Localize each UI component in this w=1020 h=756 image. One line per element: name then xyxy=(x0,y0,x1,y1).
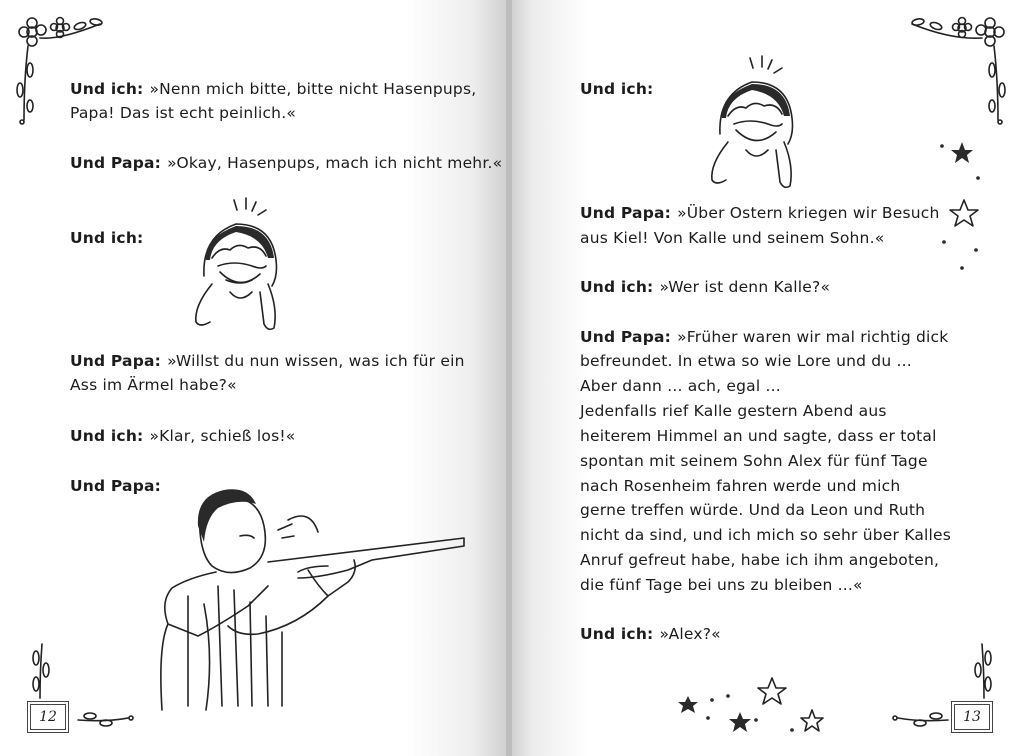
vine-icon xyxy=(890,708,950,730)
dialogue-line: Und Papa: xyxy=(70,477,162,495)
dialogue-line: nicht da sind, und ich mich so sehr über Kalles xyxy=(580,526,952,544)
dialogue-line: Und ich: »Alex?« xyxy=(580,625,721,643)
dialogue-line: Und ich: »Nenn mich bitte, bitte nicht Hasenpups, xyxy=(70,80,477,98)
dialogue-line: Und Papa: »Früher waren wir mal richtig dick xyxy=(580,328,949,346)
dialogue-line: Und ich: xyxy=(70,229,144,247)
page-number: 13 xyxy=(954,704,990,730)
leaf-sprig-icon xyxy=(968,640,998,700)
left-page xyxy=(0,0,508,756)
dad-with-rifle-icon xyxy=(158,486,468,711)
dialogue-line: die fünf Tage bei uns zu bleiben ...« xyxy=(580,576,863,594)
dialogue-line: Jedenfalls rief Kalle gestern Abend aus xyxy=(580,402,887,420)
floral-corner-icon xyxy=(892,10,1012,130)
star-icon xyxy=(672,670,852,740)
dialogue-line: Und Papa: »Willst du nun wissen, was ich für ein xyxy=(70,352,465,370)
dialogue-line: Und Papa: »Okay, Hasenpups, mach ich nicht mehr.« xyxy=(70,154,503,172)
dialogue-line: Und ich: xyxy=(580,80,654,98)
dialogue-line: Papa! Das ist echt peinlich.« xyxy=(70,104,297,122)
vine-icon xyxy=(76,708,136,730)
dialogue-line: Und ich: »Wer ist denn Kalle?« xyxy=(580,278,831,296)
dialogue-line: Aber dann ... ach, egal ... xyxy=(580,377,781,395)
right-page xyxy=(512,0,1020,756)
dialogue-line: Und Papa: »Über Ostern kriegen wir Besuch xyxy=(580,204,940,222)
page-number: 12 xyxy=(30,704,66,730)
dialogue-line: spontan mit seinem Sohn Alex für fünf Tage xyxy=(580,452,928,470)
dialogue-line: Ass im Ärmel habe?« xyxy=(70,376,237,394)
dialogue-line: nach Rosenheim fahren werde und mich xyxy=(580,477,901,495)
girl-covering-face-icon xyxy=(190,196,290,336)
girl-covering-face-icon xyxy=(706,54,806,194)
leaf-sprig-icon xyxy=(26,640,56,700)
dialogue-line: aus Kiel! Von Kalle und seinem Sohn.« xyxy=(580,229,885,247)
dialogue-line: gerne treffen würde. Und da Leon und Ruth xyxy=(580,501,926,519)
dialogue-line: heiterem Himmel an und sagte, dass er total xyxy=(580,427,937,445)
dialogue-line: Anruf gefreut habe, habe ich ihm angeboten, xyxy=(580,551,940,569)
dialogue-line: Und ich: »Klar, schieß los!« xyxy=(70,427,296,445)
dialogue-line: befreundet. In etwa so wie Lore und du ... xyxy=(580,352,912,370)
